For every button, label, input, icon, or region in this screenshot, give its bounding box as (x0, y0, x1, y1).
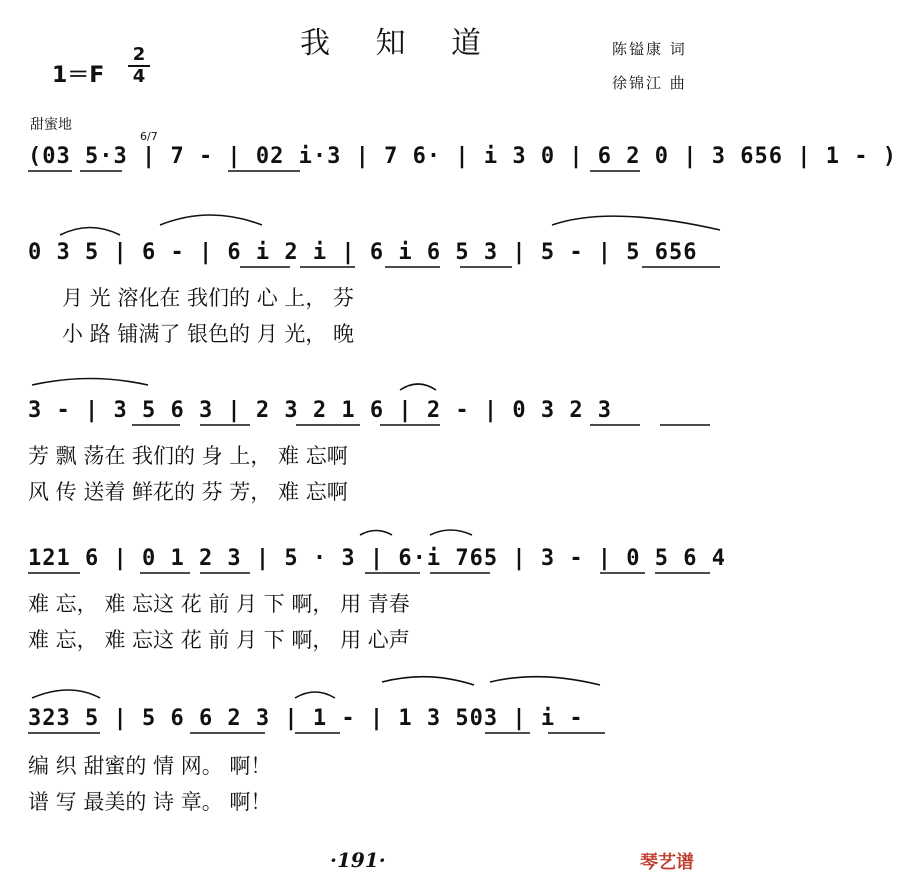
slur (400, 384, 436, 390)
slur (60, 228, 120, 236)
system-3-lyric-verse-2: 风 传 送着 鲜花的 芬 芳， 难 忘啊 (28, 480, 348, 504)
system-5-lyric-verse-2: 谱 写 最美的 诗 章。 啊！ (28, 790, 272, 814)
underline-marks (28, 171, 720, 733)
slur (360, 531, 392, 536)
slur (382, 677, 474, 685)
lyricist-credit: 陈镒康 词 (612, 40, 687, 58)
watermark-logo: 琴艺谱 (640, 852, 694, 873)
system-4-lyric-verse-1: 难 忘， 难 忘这 花 前 月 下 啊， 用 青春 (28, 592, 410, 616)
key-signature: 1＝F (52, 63, 105, 88)
slur (430, 530, 472, 535)
system-4-lyric-verse-2: 难 忘， 难 忘这 花 前 月 下 啊， 用 心声 (28, 628, 410, 652)
system-4-notes: 121 6 | 0 1 2 3 | 5 · 3 | 6·i 765 | 3 - | 0 5 6 4 (28, 546, 727, 571)
system-5-notes: 323 5 | 5 6 6 2 3 | 1 - | 1 3 503 | i - (28, 706, 584, 731)
composer-credit: 徐锦江 曲 (612, 74, 687, 92)
slur (160, 215, 262, 225)
system-2-lyric-verse-1: 月 光 溶化在 我们的 心 上， 芬 (62, 286, 355, 310)
slur (552, 216, 720, 230)
slur (32, 690, 100, 698)
time-signature-bottom: 4 (132, 66, 146, 87)
system-2-notes: 0 3 5 | 6 - | 6 i 2 i | 6 i 6 5 3 | 5 - | 5 656 (28, 240, 698, 265)
system-3-lyric-verse-1: 芳 飘 荡在 我们的 身 上， 难 忘啊 (28, 444, 348, 468)
tempo-marking: 甜蜜地 (30, 117, 72, 133)
slur (32, 379, 148, 386)
slur-marks (32, 215, 720, 698)
song-title: 我 知 道 (300, 26, 500, 61)
slur (295, 692, 335, 698)
grace-note: 6/7 (140, 130, 158, 143)
slur (490, 677, 600, 685)
system-3-notes: 3 - | 3 5 6 3 | 2 3 2 1 6 | 2 - | 0 3 2 3 (28, 398, 613, 423)
system-5-lyric-verse-1: 编 织 甜蜜的 情 网。 啊！ (28, 754, 272, 778)
time-signature-top: 2 (132, 44, 146, 65)
page-number: ·191· (330, 848, 386, 872)
system-2-lyric-verse-2: 小 路 铺满了 银色的 月 光， 晚 (62, 322, 355, 346)
system-1-notes: (03 5·3 | 7 - | 02 i·3 | 7 6· | i 3 0 | 6 2 0 | 3 656 | 1 - ) (28, 144, 897, 169)
